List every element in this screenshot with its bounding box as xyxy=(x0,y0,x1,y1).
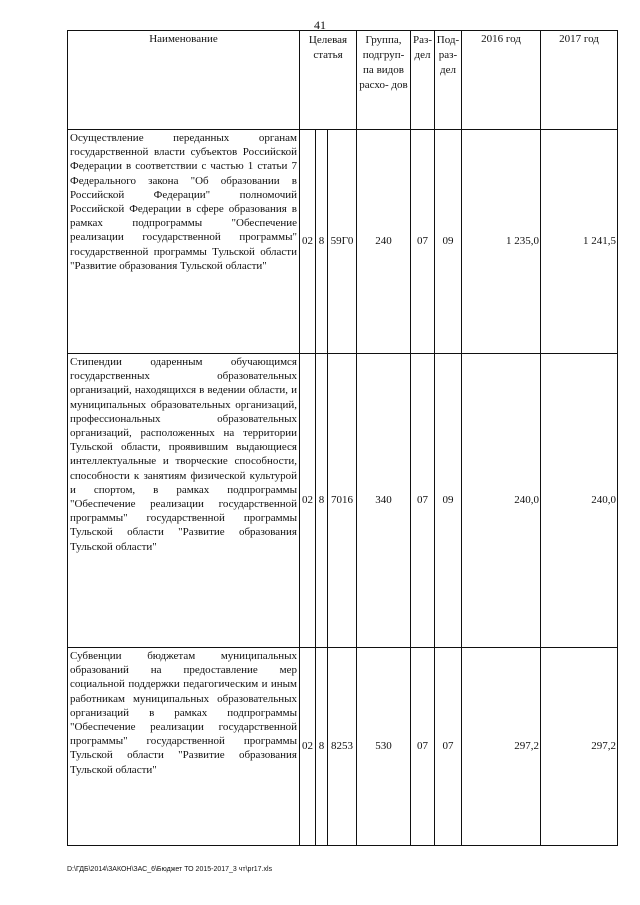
row-target-part2: 8 xyxy=(316,130,328,354)
row-target-part2: 8 xyxy=(316,354,328,648)
row-expense-group: 240 xyxy=(357,130,411,354)
row-section: 07 xyxy=(411,648,435,846)
row-amount-2016: 1 235,0 xyxy=(462,130,541,354)
row-amount-2016: 240,0 xyxy=(462,354,541,648)
row-target-part3: 8253 xyxy=(328,648,357,846)
row-target-part1: 02 xyxy=(300,648,316,846)
row-target-part2: 8 xyxy=(316,648,328,846)
row-description: Стипендии одаренным обучающимся государственных образовательных организаций, находящихся в ведении области, и муниципальных образовательных организаций, профессиональных образовательных организаций, расположенных на территории Тульской области, проявившим выдающиеся интеллектуальные и творческие способности, способности к занятиям физической культурой и спортом, в рамках подпрограммы "Обеспечение реализации государственной программы" государственной программы Тульской области "Развитие образования Тульской области" xyxy=(68,354,300,648)
row-amount-2017: 297,2 xyxy=(541,648,618,846)
header-year-2017: 2017 год xyxy=(541,31,618,130)
header-name: Наименование xyxy=(68,31,300,130)
row-amount-2017: 1 241,5 xyxy=(541,130,618,354)
header-year-2016: 2016 год xyxy=(462,31,541,130)
table-row xyxy=(68,130,618,354)
header-target-article: Целевая статья xyxy=(300,31,357,130)
row-target-part3: 7016 xyxy=(328,354,357,648)
row-subsection: 09 xyxy=(435,354,462,648)
file-path-footer: D:\ГДБ\2014\ЗАКОН\ЗАС_6\Бюджет ТО 2015-2017_3 чт\pr17.xls xyxy=(67,866,273,873)
row-description: Осуществление переданных органам государственной власти субъектов Российской Федерации в соответствии с частью 1 статьи 7 Федерального закона "Об образовании в Российской Федерации" полномочий Российской Федерации в сфере образования в рамках подпрограммы "Обеспечение реализации государственной программы" государственной программы Тульской области "Развитие образования Тульской области" xyxy=(68,130,300,354)
row-expense-group: 530 xyxy=(357,648,411,846)
row-expense-group: 340 xyxy=(357,354,411,648)
row-amount-2016: 297,2 xyxy=(462,648,541,846)
row-amount-2017: 240,0 xyxy=(541,354,618,648)
row-target-part1: 02 xyxy=(300,130,316,354)
table-row xyxy=(68,648,618,846)
row-subsection: 07 xyxy=(435,648,462,846)
budget-table xyxy=(67,30,618,846)
header-subsection: Под- раз- дел xyxy=(435,31,462,130)
row-section: 07 xyxy=(411,354,435,648)
row-target-part1: 02 xyxy=(300,354,316,648)
header-expense-group: Группа, подгруп- па видов расхо- дов xyxy=(357,31,411,130)
row-target-part3: 59Г0 xyxy=(328,130,357,354)
row-subsection: 09 xyxy=(435,130,462,354)
header-section: Раз- дел xyxy=(411,31,435,130)
table-row xyxy=(68,354,618,648)
page-number: 41 xyxy=(314,18,326,32)
row-section: 07 xyxy=(411,130,435,354)
row-description: Субвенции бюджетам муниципальных образований на предоставление мер социальной поддержки педагогическим и иным работникам муниципальных образовательных организаций в рамках подпрограммы "Обеспечение реализации государственной программы" государственной программы Тульской области "Развитие образования Тульской области" xyxy=(68,648,300,846)
table-header-row xyxy=(68,31,618,130)
